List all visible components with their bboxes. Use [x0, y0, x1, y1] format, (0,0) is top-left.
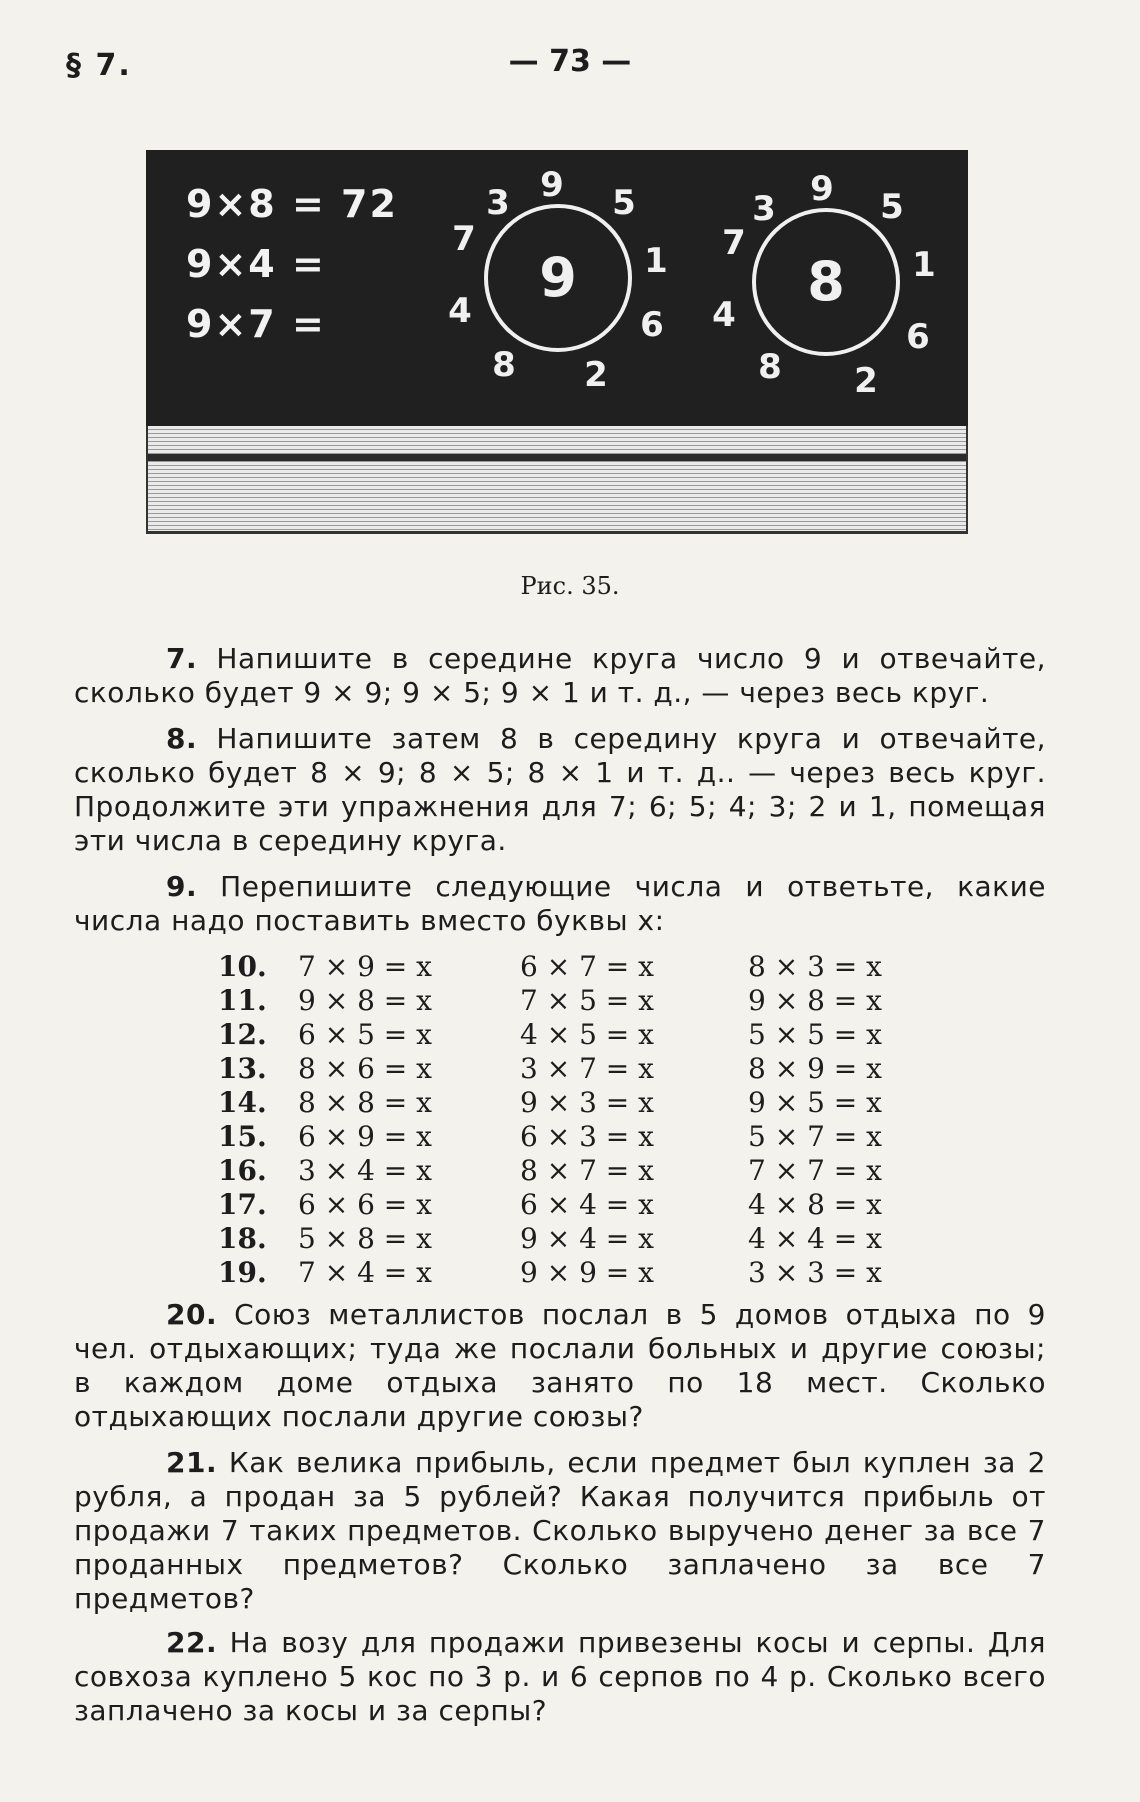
expression: 7 × 9 = x — [298, 950, 432, 983]
circle-1-number: 5 — [612, 183, 636, 223]
exercise-number: 22. — [166, 1626, 218, 1659]
exercise-8 — [74, 722, 1046, 858]
exercise-text: Союз металлистов послал в 5 домов отдыха по 9 чел. отдыхающих; туда же послали больных и другие союзы; в каждом доме отдыха занято по 18 мест. Сколько отдыхающих послали другие союзы? — [74, 1298, 1046, 1433]
circle-2-number: 1 — [912, 245, 936, 285]
exercise-text: Напишите в середине круга число 9 и отвечайте, сколько будет 9 × 9; 9 × 5; 9 × 1 и т. д., — через весь круг. — [74, 642, 1046, 709]
exercise-text: Перепишите следующие числа и ответьте, какие числа надо поставить вместо буквы x: — [74, 870, 1047, 937]
exercise-7 — [74, 642, 1046, 710]
multiplication-table — [218, 950, 938, 1290]
multiplication-circles — [146, 150, 968, 426]
row-number: 10. — [218, 950, 267, 983]
circle-2-number: 3 — [752, 189, 776, 229]
table-row — [218, 1222, 938, 1256]
expression: 8 × 7 = x — [520, 1154, 654, 1187]
expression: 6 × 7 = x — [520, 950, 654, 983]
exercise-text: Напишите затем 8 в середину круга и отвечайте, сколько будет 8 × 9; 8 × 5; 8 × 1 и т. д.. — через весь круг. Продолжите эти упражнения для 7; 6; 5; 4; 3; 2 и 1, помещая эти числа в середину круга. — [74, 722, 1047, 857]
exercise-20 — [74, 1298, 1046, 1434]
exercise-number: 21. — [166, 1446, 218, 1479]
exercise-number: 9. — [166, 870, 198, 903]
expression: 9 × 3 = x — [520, 1086, 654, 1119]
expression: 9 × 4 = x — [520, 1222, 654, 1255]
circle-2-number: 5 — [880, 187, 904, 227]
circle-1-number: 9 — [540, 165, 564, 205]
equation-2: 9×4 = — [186, 242, 326, 286]
chalk-ledge — [146, 426, 968, 534]
circle-1-number: 2 — [584, 355, 608, 395]
circle-2-number: 9 — [810, 169, 834, 209]
page-number: — 73 — — [508, 44, 632, 79]
row-number: 12. — [218, 1018, 267, 1051]
row-number: 11. — [218, 984, 267, 1017]
expression: 7 × 5 = x — [520, 984, 654, 1017]
row-number: 19. — [218, 1256, 267, 1289]
circle-2-number: 7 — [722, 223, 746, 263]
section-marker: § 7. — [66, 48, 132, 83]
circle-2-number: 6 — [906, 317, 930, 357]
circle-2-number: 4 — [712, 295, 736, 335]
expression: 5 × 7 = x — [748, 1120, 882, 1153]
circle-1-number: 7 — [452, 219, 476, 259]
row-number: 16. — [218, 1154, 267, 1187]
expression: 8 × 3 = x — [748, 950, 882, 983]
equation-1: 9×8 = 72 — [186, 182, 398, 226]
table-row — [218, 1188, 938, 1222]
exercise-9 — [74, 870, 1046, 938]
exercise-number: 7. — [166, 642, 198, 675]
exercise-number: 8. — [166, 722, 198, 755]
table-row — [218, 1256, 938, 1290]
table-row — [218, 1154, 938, 1188]
expression: 6 × 4 = x — [520, 1188, 654, 1221]
circle-2-number: 8 — [758, 347, 782, 387]
expression: 4 × 5 = x — [520, 1018, 654, 1051]
exercise-text: На возу для продажи привезены косы и серпы. Для совхоза куплено 5 кос по 3 р. и 6 серпов по 4 р. Сколько всего заплачено за косы и за серпы? — [74, 1626, 1047, 1727]
expression: 6 × 6 = x — [298, 1188, 432, 1221]
expression: 4 × 4 = x — [748, 1222, 882, 1255]
expression: 5 × 8 = x — [298, 1222, 432, 1255]
circle-2-number: 2 — [854, 361, 878, 401]
expression: 9 × 5 = x — [748, 1086, 882, 1119]
circle-1-center: 9 — [539, 246, 577, 309]
figure-caption: Рис. 35. — [520, 572, 620, 600]
table-row — [218, 984, 938, 1018]
expression: 7 × 4 = x — [298, 1256, 432, 1289]
row-number: 18. — [218, 1222, 267, 1255]
table-row — [218, 950, 938, 984]
expression: 8 × 8 = x — [298, 1086, 432, 1119]
circle-1-number: 4 — [448, 291, 472, 331]
circle-1-number: 8 — [492, 345, 516, 385]
circle-1-number: 3 — [486, 183, 510, 223]
expression: 9 × 9 = x — [520, 1256, 654, 1289]
row-number: 15. — [218, 1120, 267, 1153]
expression: 3 × 3 = x — [748, 1256, 882, 1289]
expression: 6 × 3 = x — [520, 1120, 654, 1153]
expression: 9 × 8 = x — [298, 984, 432, 1017]
table-row — [218, 1086, 938, 1120]
expression: 3 × 4 = x — [298, 1154, 432, 1187]
circle-1-number: 6 — [640, 305, 664, 345]
ledge-rail — [148, 454, 966, 461]
expression: 8 × 9 = x — [748, 1052, 882, 1085]
row-number: 14. — [218, 1086, 267, 1119]
equation-3: 9×7 = — [186, 302, 326, 346]
table-row — [218, 1018, 938, 1052]
exercise-22 — [74, 1626, 1046, 1728]
circle-2-center: 8 — [807, 250, 845, 313]
expression: 3 × 7 = x — [520, 1052, 654, 1085]
blackboard — [146, 150, 968, 426]
expression: 8 × 6 = x — [298, 1052, 432, 1085]
circle-1-number: 1 — [644, 241, 668, 281]
expression: 6 × 9 = x — [298, 1120, 432, 1153]
exercise-21 — [74, 1446, 1046, 1616]
expression: 5 × 5 = x — [748, 1018, 882, 1051]
exercise-number: 20. — [166, 1298, 218, 1331]
exercise-text: Как велика прибыль, если предмет был куплен за 2 рубля, а продан за 5 рублей? Какая получится прибыль от продажи 7 таких предметов. Сколько выручено денег за все 7 проданных предметов? Сколько заплачено за все 7 предметов? — [74, 1446, 1046, 1615]
row-number: 17. — [218, 1188, 267, 1221]
figure-35 — [146, 150, 968, 534]
expression: 9 × 8 = x — [748, 984, 882, 1017]
expression: 7 × 7 = x — [748, 1154, 882, 1187]
table-row — [218, 1120, 938, 1154]
row-number: 13. — [218, 1052, 267, 1085]
expression: 6 × 5 = x — [298, 1018, 432, 1051]
expression: 4 × 8 = x — [748, 1188, 882, 1221]
table-row — [218, 1052, 938, 1086]
